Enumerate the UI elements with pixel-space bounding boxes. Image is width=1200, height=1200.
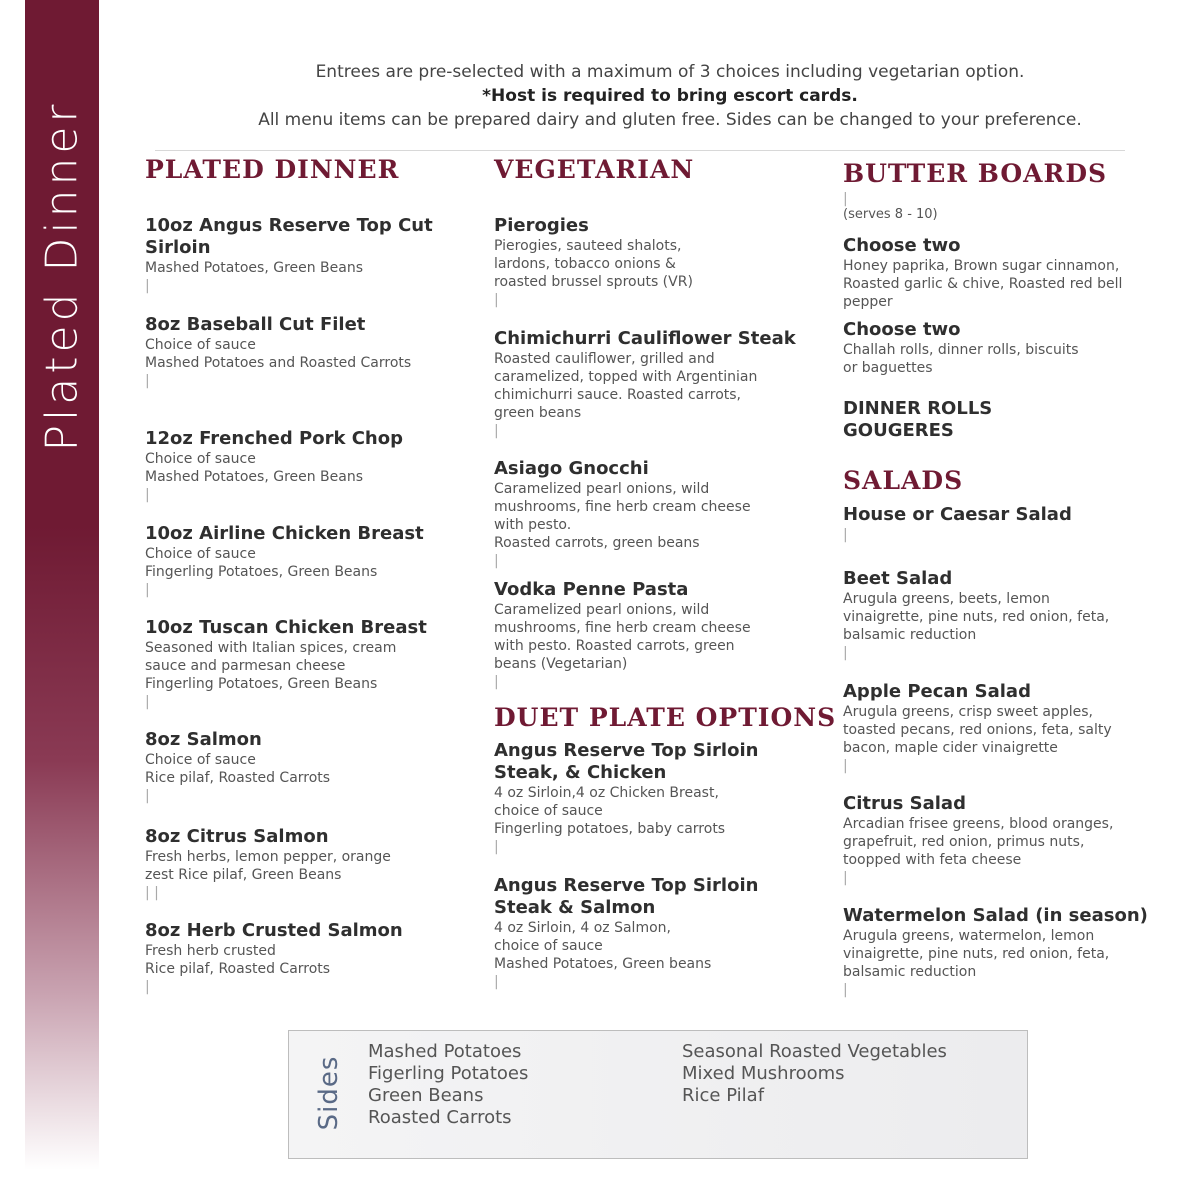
item-name: 8oz Herb Crusted Salmon — [145, 920, 403, 941]
item-name: Beet Salad — [843, 568, 953, 589]
vegetarian-item — [494, 458, 814, 570]
item-desc: Caramelized pearl onions, wild mushrooms, fine herb cream cheese with pesto. Roasted carrots, green beans (Vegetarian) — [494, 602, 751, 672]
tick-mark: | — [843, 191, 848, 207]
item-desc: Choice of sauce Mashed Potatoes and Roasted Carrots — [145, 337, 412, 371]
tick-mark: | — [145, 582, 150, 598]
item-desc: Choice of sauce Rice pilaf, Roasted Carrots — [145, 752, 331, 786]
item-desc: Seasoned with Italian spices, cream sauce and parmesan cheese Fingerling Potatoes, Green Beans — [145, 640, 397, 692]
tick-mark: | — [494, 553, 499, 569]
tick-mark: | — [843, 982, 848, 998]
butter-choice-1 — [843, 235, 1163, 311]
side-item: Seasonal Roasted Vegetables — [682, 1041, 947, 1062]
tick-mark: | — [145, 979, 150, 995]
side-item: Mashed Potatoes — [368, 1041, 522, 1062]
item-desc: 4 oz Sirloin,4 oz Chicken Breast, choice of sauce Fingerling potatoes, baby carrots — [494, 785, 726, 837]
item-desc: Fresh herb crusted Rice pilaf, Roasted Carrots — [145, 943, 331, 977]
item-name: 8oz Salmon — [145, 729, 262, 750]
tick-mark: | — [494, 674, 499, 690]
item-name: 10oz Angus Reserve Top Cut Sirloin — [145, 215, 433, 258]
tick-mark: | — [843, 870, 848, 886]
item-name: Angus Reserve Top Sirloin Steak, & Chicken — [494, 740, 759, 783]
vegetarian-item — [494, 579, 814, 691]
item-name: Asiago Gnocchi — [494, 458, 649, 479]
item-name: Choose two — [843, 235, 961, 256]
tick-mark: | — [494, 839, 499, 855]
plated-dinner-item — [145, 729, 465, 805]
item-name: Pierogies — [494, 215, 589, 236]
item-desc: Caramelized pearl onions, wild mushrooms, fine herb cream cheese with pesto. Roasted carrots, green beans — [494, 481, 751, 551]
item-desc: Pierogies, sauteed shalots, lardons, tobacco onions & roasted brussel sprouts (VR) — [494, 238, 693, 290]
plated-dinner-item — [145, 920, 465, 996]
item-name: Citrus Salad — [843, 793, 966, 814]
item-name: Apple Pecan Salad — [843, 681, 1031, 702]
vegetarian-item — [494, 215, 814, 309]
tick-mark: | — [145, 373, 150, 389]
sidebar-title: Plated Dinner — [36, 100, 88, 452]
item-name: Vodka Penne Pasta — [494, 579, 689, 600]
tick-mark: | — [145, 278, 150, 294]
plated-dinner-item — [145, 523, 465, 599]
item-name: Watermelon Salad (in season) — [843, 905, 1148, 926]
intro-line-3: All menu items can be prepared dairy and gluten free. Sides can be changed to your preference. — [258, 110, 1082, 130]
gougeres-label: GOUGERES — [843, 420, 954, 441]
item-desc: Honey paprika, Brown sugar cinnamon, Roasted garlic & chive, Roasted red bell pepper — [843, 258, 1123, 310]
tick-mark: | — [494, 974, 499, 990]
tick-mark: | — [494, 423, 499, 439]
heading-salads: SALADS — [843, 466, 964, 495]
item-name: Choose two — [843, 319, 961, 340]
plated-dinner-item — [145, 215, 465, 295]
salad-item — [843, 793, 1163, 887]
plated-dinner-item — [145, 617, 465, 711]
salad-item — [843, 905, 1163, 999]
heading-vegetarian: VEGETARIAN — [494, 155, 695, 184]
dinner-rolls-label: DINNER ROLLS — [843, 398, 993, 419]
heading-duet-plate-options: DUET PLATE OPTIONS — [494, 703, 837, 732]
heading-butter-boards: BUTTER BOARDS — [843, 159, 1108, 188]
sides-list-left — [368, 1041, 528, 1129]
plated-dinner-item — [145, 428, 465, 504]
side-item: Roasted Carrots — [368, 1107, 512, 1128]
duet-plate-item — [494, 875, 814, 991]
tick-mark: | — [843, 758, 848, 774]
sides-list-right — [682, 1041, 947, 1107]
tick-mark: | — [843, 527, 848, 543]
item-name: 10oz Tuscan Chicken Breast — [145, 617, 427, 638]
tick-mark: | — [145, 694, 150, 710]
vegetarian-item — [494, 328, 814, 440]
divider-rule — [155, 150, 1125, 151]
item-desc: Mashed Potatoes, Green Beans — [145, 260, 364, 276]
tick-mark: | | — [145, 885, 159, 901]
intro-notes — [150, 60, 1190, 132]
item-desc: Arugula greens, crisp sweet apples, toasted pecans, red onions, feta, salty bacon, maple cider vinaigrette — [843, 704, 1112, 756]
item-name: Angus Reserve Top Sirloin Steak & Salmon — [494, 875, 759, 918]
heading-plated-dinner: PLATED DINNER — [145, 155, 400, 184]
item-desc: Arugula greens, beets, lemon vinaigrette, pine nuts, red onion, feta, balsamic reduction — [843, 591, 1110, 643]
side-item: Figerling Potatoes — [368, 1063, 529, 1084]
salad-item — [843, 681, 1163, 775]
item-desc: Arugula greens, watermelon, lemon vinaigrette, pine nuts, red onion, feta, balsamic reduction — [843, 928, 1110, 980]
salad-item — [843, 504, 1163, 544]
item-name: House or Caesar Salad — [843, 504, 1072, 525]
item-desc: Arcadian frisee greens, blood oranges, grapefruit, red onion, primus nuts, toopped with feta cheese — [843, 816, 1114, 868]
item-name: 8oz Citrus Salmon — [145, 826, 329, 847]
tick-mark: | — [145, 487, 150, 503]
side-item: Mixed Mushrooms — [682, 1063, 845, 1084]
item-name: Chimichurri Cauliflower Steak — [494, 328, 796, 349]
intro-line-1: Entrees are pre-selected with a maximum of 3 choices including vegetarian option. — [315, 62, 1025, 82]
butter-choice-2 — [843, 319, 1163, 377]
item-desc: Choice of sauce Fingerling Potatoes, Green Beans — [145, 546, 378, 580]
item-desc: 4 oz Sirloin, 4 oz Salmon, choice of sauce Mashed Potatoes, Green beans — [494, 920, 712, 972]
item-desc: Choice of sauce Mashed Potatoes, Green Beans — [145, 451, 364, 485]
plated-dinner-item — [145, 314, 465, 390]
item-desc: Challah rolls, dinner rolls, biscuits or baguettes — [843, 342, 1079, 376]
item-name: 12oz Frenched Pork Chop — [145, 428, 403, 449]
side-item: Rice Pilaf — [682, 1085, 765, 1106]
side-item: Green Beans — [368, 1085, 484, 1106]
plated-dinner-item — [145, 826, 465, 902]
item-desc: Roasted cauliflower, grilled and caramelized, topped with Argentinian chimichurri sauce. Roasted carrots, green beans — [494, 351, 758, 421]
butter-serves-note: (serves 8 - 10) — [843, 207, 938, 222]
intro-line-2: *Host is required to bring escort cards. — [482, 86, 858, 106]
tick-mark: | — [843, 645, 848, 661]
tick-mark: | — [494, 292, 499, 308]
salad-item — [843, 568, 1163, 662]
duet-plate-item — [494, 740, 814, 856]
item-desc: Fresh herbs, lemon pepper, orange zest Rice pilaf, Green Beans — [145, 849, 391, 883]
item-name: 10oz Airline Chicken Breast — [145, 523, 424, 544]
sides-title: Sides — [314, 1055, 344, 1131]
sides-box — [288, 1030, 1028, 1159]
tick-mark: | — [145, 788, 150, 804]
item-name: 8oz Baseball Cut Filet — [145, 314, 366, 335]
